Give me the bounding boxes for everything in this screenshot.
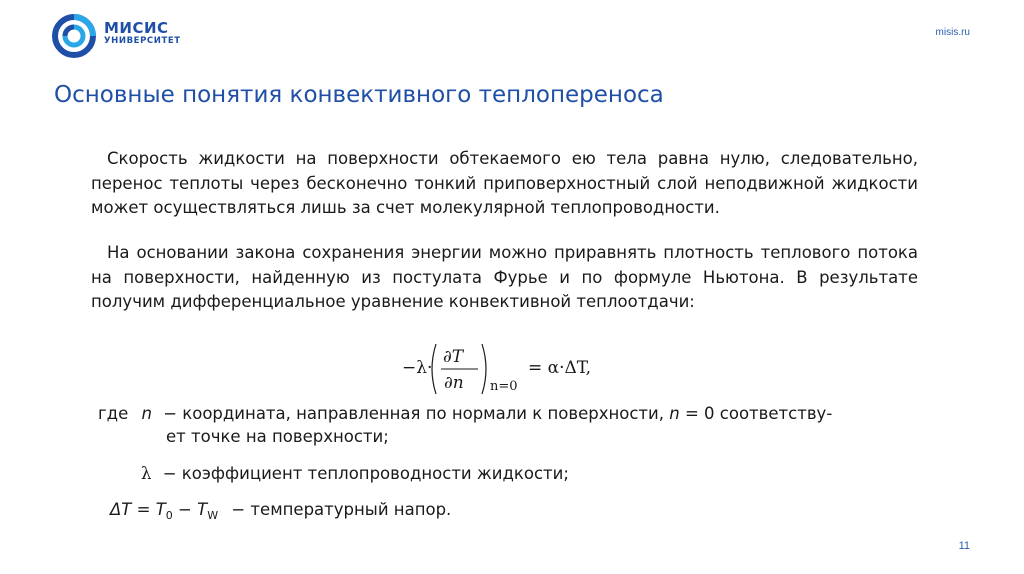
site-link[interactable]: misis.ru <box>935 27 970 38</box>
definition-lambda <box>141 464 569 483</box>
lambda-description: − коэффициент теплопроводности жидкости; <box>162 464 569 483</box>
definition-n-continuation: ет точке на поверхности; <box>166 427 389 446</box>
formula-lhs: −λ· <box>402 358 433 378</box>
brand <box>104 20 181 47</box>
n-description: − координата, направленная по нормали к поверхности, <box>163 404 664 423</box>
formula-subscript: n=0 <box>490 379 518 394</box>
paragraph-2: На основании закона сохранения энергии можно приравнять плотность теплового потока на поверхности, найденную из постулата Фурье и по формуле Ньютона. В результате получим дифференциальное уравнение конвективной теплоотдачи: <box>91 243 918 311</box>
brand-subtitle: УНИВЕРСИТЕТ <box>104 36 181 46</box>
equals-sign: = <box>136 500 151 519</box>
brand-name: МИСИС <box>104 19 169 37</box>
tw-symbol: T <box>197 500 208 519</box>
slide-title: Основные понятия конвективного теплопереноса <box>54 82 664 108</box>
n-eq-symbol: n <box>669 404 680 423</box>
formula-denominator: ∂n <box>444 373 464 393</box>
paragraph-1: Скорость жидкости на поверхности обтекаемого ею тела равна нулю, следовательно, перенос теплоты через бесконечно тонкий приповерхностный слой неподвижной жидкости может осуществляться лишь за счет молекулярной теплопроводности. <box>91 149 918 217</box>
misis-logo-icon <box>52 14 96 58</box>
formula-rhs: = α·ΔT, <box>528 358 592 378</box>
definition-delta-t <box>110 500 451 522</box>
t0-subscript: 0 <box>165 509 173 522</box>
page-number: 11 <box>958 540 970 552</box>
lambda-symbol: λ <box>141 464 152 483</box>
definition-n <box>98 404 832 423</box>
tw-subscript: W <box>207 509 219 522</box>
formula-numerator: ∂T <box>443 347 464 367</box>
n-eq-rest: = 0 соответству- <box>684 404 833 423</box>
convective-heat-transfer-equation <box>398 338 638 400</box>
delta-t-description: − температурный напор. <box>231 500 452 519</box>
n-symbol: n <box>141 404 152 423</box>
t0-symbol: T <box>155 500 166 519</box>
delta-t-symbol: ΔT <box>110 500 132 519</box>
minus-sign: − <box>178 500 192 519</box>
where-word: где <box>98 404 129 423</box>
